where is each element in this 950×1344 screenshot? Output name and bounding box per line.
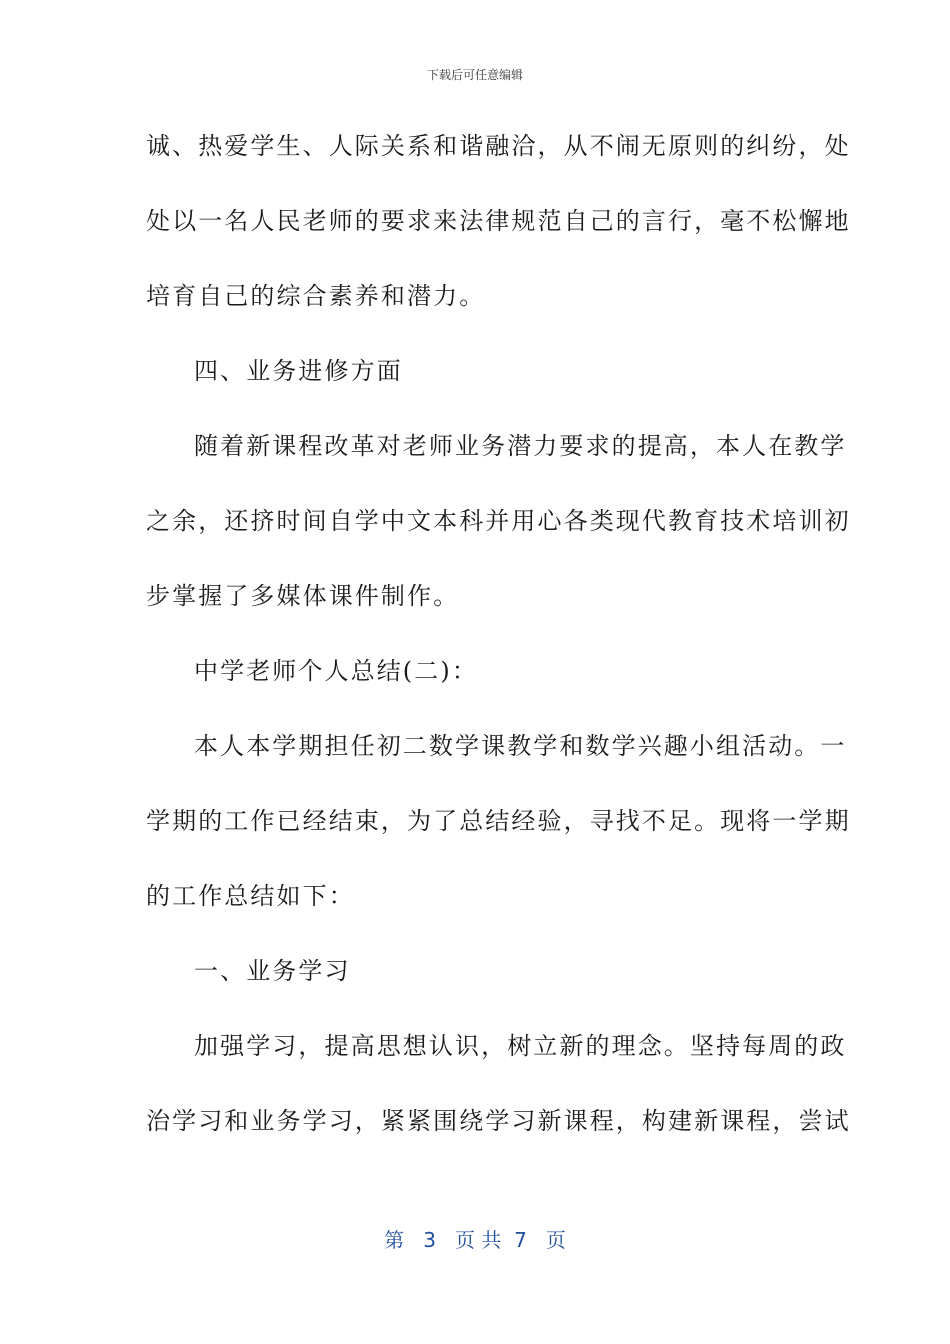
text-line: 的工作总结如下：: [146, 882, 355, 910]
text-line: 诚、热爱学生、人际关系和谐融洽，从不闹无原则的纠纷，处: [146, 132, 851, 160]
footer-suffix: 页: [545, 1228, 566, 1252]
page-number-footer: [0, 1224, 950, 1253]
text-line: 之余，还挤时间自学中文本科并用心各类现代教育技术培训初: [146, 507, 851, 535]
text-line: 本人本学期担任初二数学课教学和数学兴趣小组活动。一: [194, 732, 847, 760]
page-header: 下载后可任意编辑: [426, 68, 523, 82]
text-line: 培育自己的综合素养和潜力。: [146, 282, 486, 310]
document-body: [146, 118, 851, 1168]
text-line: 加强学习，提高思想认识，树立新的理念。坚持每周的政: [194, 1032, 847, 1060]
text-line: 步掌握了多媒体课件制作。: [146, 582, 460, 610]
text-line: 随着新课程改革对老师业务潜力要求的提高，本人在教学: [194, 432, 847, 460]
text-line: 治学习和业务学习，紧紧围绕学习新课程，构建新课程，尝试: [146, 1107, 851, 1135]
text-line: 学期的工作已经结束，为了总结经验，寻找不足。现将一学期: [146, 807, 851, 835]
section-heading: 一、业务学习: [194, 957, 351, 985]
footer-middle: 页 共: [455, 1228, 502, 1252]
current-page-number: 3: [423, 1228, 436, 1252]
section-heading: 四、业务进修方面: [194, 357, 403, 385]
total-pages-number: 7: [514, 1228, 527, 1252]
footer-prefix: 第: [384, 1228, 405, 1252]
text-line: 处以一名人民老师的要求来法律规范自己的言行，毫不松懈地: [146, 207, 851, 235]
section-heading: 中学老师个人总结(二)：: [194, 657, 478, 685]
